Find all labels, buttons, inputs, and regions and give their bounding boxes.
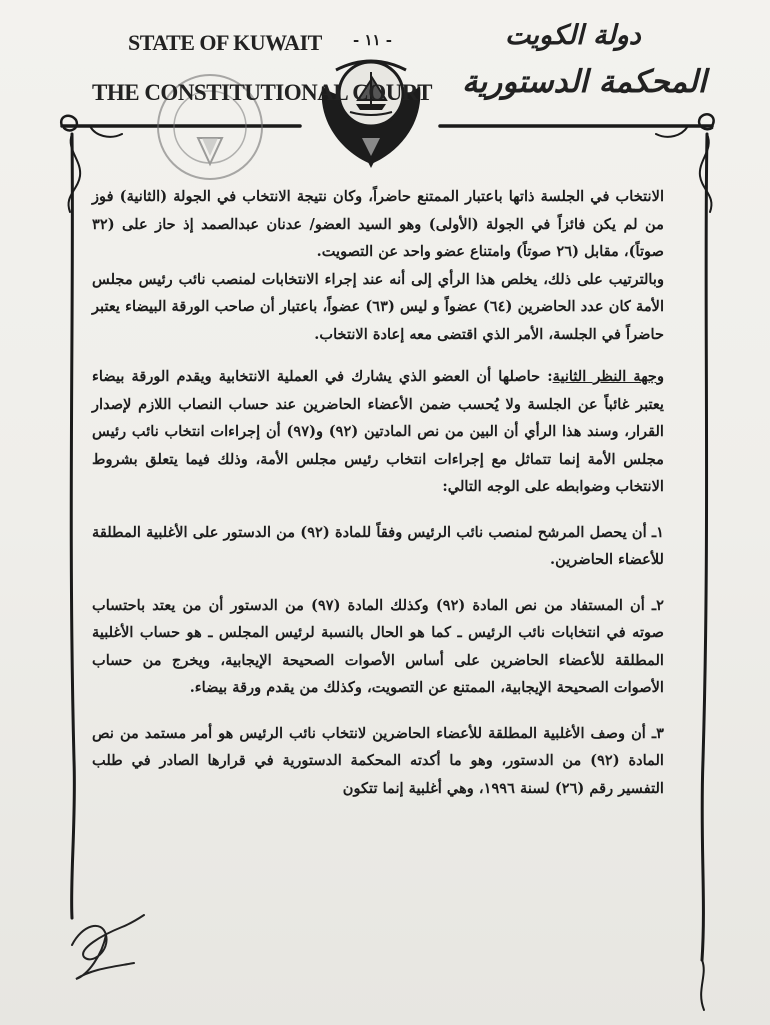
header-court-name-ar: المحكمة الدستورية [462,64,707,100]
header-state-name-en: STATE OF KUWAIT [128,30,322,55]
paragraph-1: الانتخاب في الجلسة ذاتها باعتبار الممتنع حاضراً، وكان نتيجة الانتخاب في الجولة (الثانية) فوز من لم يكن فائزاً في الجولة (الأولى) وهو السيد العضو/ عدنان عبدالصمد إذ حاز على (٣٢ صوتاً)، مقابل (٢٦ صوتاً) وامتناع عضو واحد عن التصويت. [92,188,664,260]
second-view-heading: وجهة النظر الثانية [552,368,664,385]
paragraph-3-text: : حاصلها أن العضو الذي يشارك في العملية الانتخابية ويقدم الورقة بيضاء يعتبر غائباً عن الجلسة ولا يُحسب ضمن الأعضاء الحاضرين عند حساب النصاب اللازم لإصدار القرار، وسند هذا الرأي أن البين من نص المادتين (٩٢) و(٩٧) أن إجراءات انتخاب نائب رئيس مجلس الأمة إنما تتماثل مع إجراءات انتخاب رئيس مجلس الأمة، وذلك فيما يتعلق بشروط الانتخاب وضوابطه على الوجه التالي: [92,368,664,495]
list-item-1: ١ـ أن يحصل المرشح لمنصب نائب الرئيس وفقاً للمادة (٩٢) من الدستور على الأغلبية المطلقة للأعضاء الحاضرين. [92,523,664,568]
list-item-2: ٢ـ أن المستفاد من نص المادة (٩٢) وكذلك المادة (٩٧) من الدستور أن من يعتد باحتساب صوته في انتخابات نائب الرئيس ـ كما هو الحال بالنسبة لرئيس المجلس ـ هو حساب الأغلبية المطلقة للأعضاء الحاضرين على أساس الأصوات الصحيحة الإيجابية، ويخرج من حساب الأصوات الصحيحة الإيجابية، الممتنع عن التصويت، وكذلك من يقدم ورقة بيضاء. [92,596,665,696]
paragraph-2: وبالترتيب على ذلك، يخلص هذا الرأي إلى أنه عند إجراء الانتخابات لمنصب نائب رئيس مجلس الأمة كان عدد الحاضرين (٦٤) عضواً و ليس (٦٣) عضواً، باعتبار أن صاحب الورقة البيضاء يعتبر حاضراً في الجلسة، الأمر الذي اقتضى معه إعادة الانتخاب. [92,270,665,343]
header-court-name-en: THE CONSTITUTIONAL COURT [92,80,432,105]
page-number: - ١١ - [353,31,393,49]
signature-icon [62,905,162,985]
paragraph-3 [92,363,664,501]
document-body [92,183,664,802]
list-item-3: ٣ـ أن وصف الأغلبية المطلقة للأعضاء الحاضرين لانتخاب نائب الرئيس هو أمر مستمد من نص المادة (٩٢) من الدستور، وهو ما أكدته المحكمة الدستورية في قرارها الصادر في طلب التفسير رقم (٢٦) لسنة ١٩٩٦، وهي أغلبية إنما تتكون [92,724,664,797]
kuwait-emblem-icon [316,46,426,171]
header-state-name-ar: دولة الكويت [505,20,641,51]
